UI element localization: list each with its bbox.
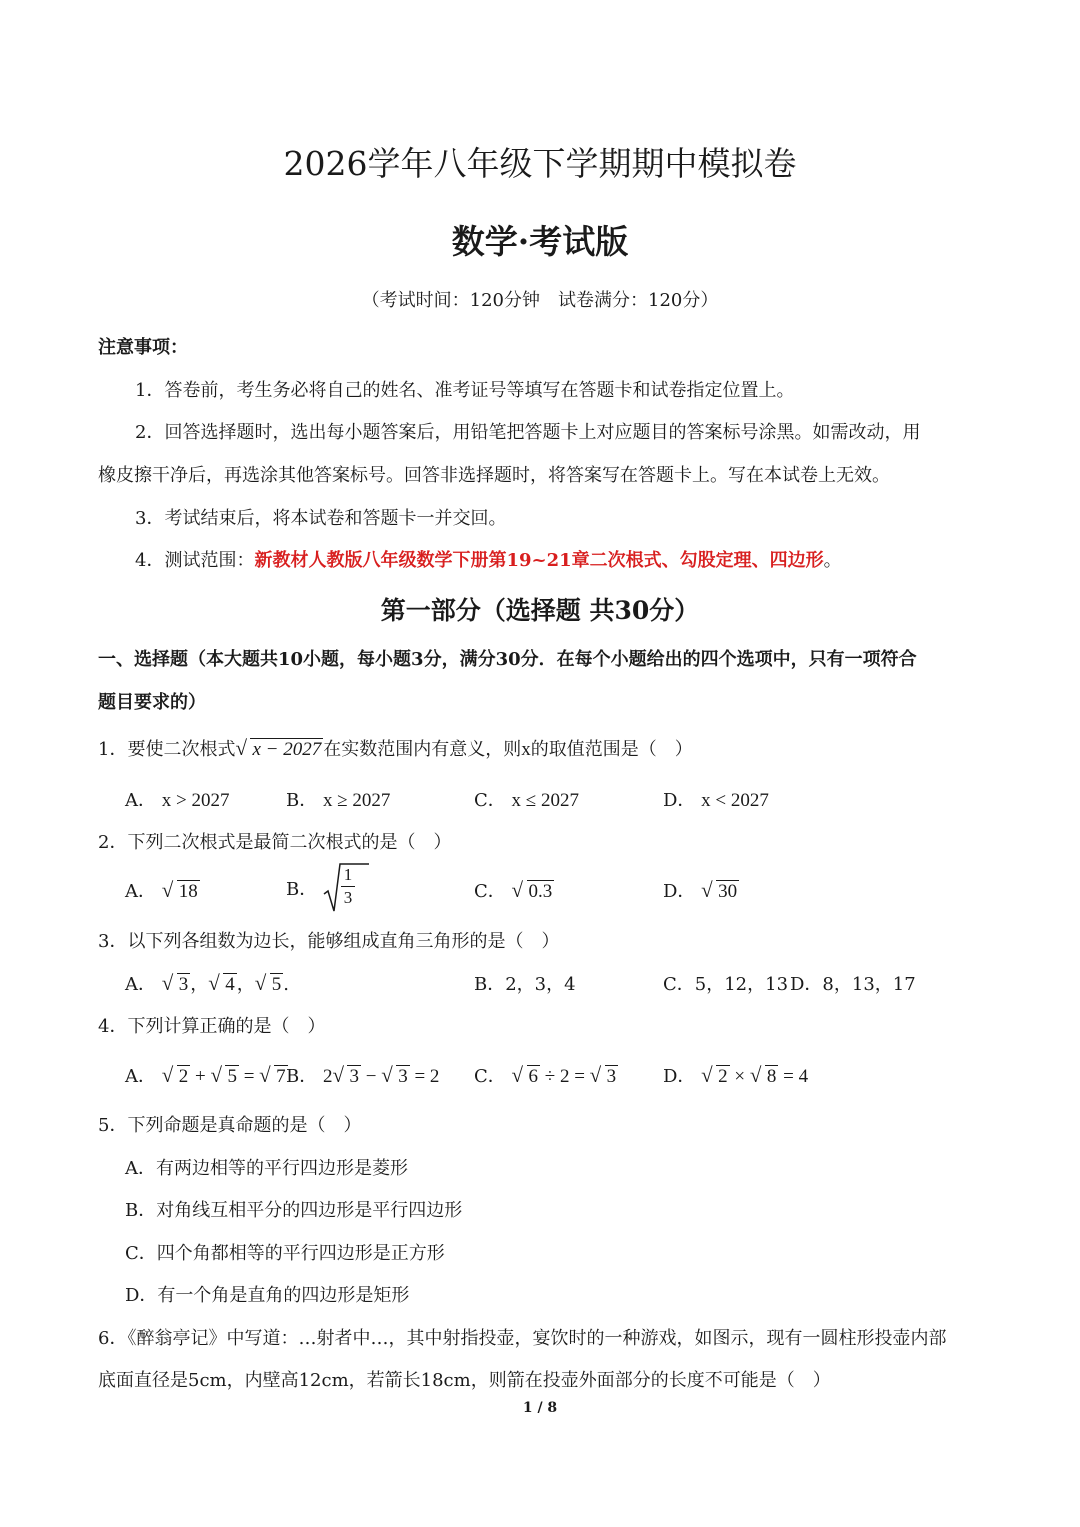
q3-option-a [125,970,289,996]
q5-option-d: D．有一个角是直角的四边形是矩形 [125,1285,410,1306]
q1-a-value: x > 2027 [161,790,230,811]
q4-a-radicand-3: 7 [276,1066,286,1087]
q1-a-label: A． [125,790,156,811]
q4-c-radicand-2: 3 [606,1066,617,1087]
q1-option-d [663,786,769,812]
q4-b-op: − [360,1066,382,1087]
note-item-3: 3．考试结束后，将本试卷和答题卡一并交回。 [135,508,507,529]
q2-c-label: C． [474,881,506,902]
question-2-stem: 2．下列二次根式是最简二次根式的是（ ） [98,832,452,853]
q3-a-radical-1 [162,974,191,996]
question-3-stem: 3．以下列各组数为边长，能够组成直角三角形的是（ ） [98,931,560,952]
q1-d-value: x < 2027 [701,790,769,811]
q4-a-radical-1 [162,1066,191,1088]
q4-d-eq: = 4 [778,1066,809,1087]
q3-a-end: . [283,974,289,995]
q4-a-eq: = [238,1066,260,1087]
q5-option-b: B．对角线互相平分的四边形是平行四边形 [125,1200,463,1221]
q2-d-label: D． [663,881,696,902]
q2-a-radical [162,881,200,903]
q2-option-d [663,877,739,903]
note-item-2-line1: 2．回答选择题时，选出每小题答案后，用铅笔把答题卡上对应题目的答案标号涂黑。如需改动，用 [135,422,921,443]
q3-option-c: C．5，12，13 [663,974,789,995]
notes-heading: 注意事项： [98,337,188,358]
q4-d-radical-1 [701,1066,730,1088]
q4-a-radical-3 [259,1066,288,1088]
q4-b-radicand-1: 3 [349,1066,359,1087]
q2-d-radical [701,881,739,903]
q2-b-denominator: 3 [341,886,355,909]
exam-subtitle: 数学·考试版 [451,222,629,261]
q1-b-label: B． [286,790,318,811]
q2-option-a [125,877,200,903]
q4-option-d [663,1062,808,1088]
q2-a-label: A． [125,881,156,902]
q4-c-op: ÷ 2 = [540,1066,590,1087]
q4-b-radical-1 [332,1066,361,1088]
note-item-4-prefix: 4．测试范围： [135,550,255,571]
q4-c-radical-1 [512,1066,541,1088]
exam-info: （考试时间：120分钟 试卷满分：120分） [361,290,719,311]
q5-option-a: A．有两边相等的平行四边形是菱形 [125,1158,408,1179]
q1-b-value: x ≥ 2027 [322,790,391,811]
q2-b-fraction [341,864,355,909]
question-5-stem: 5．下列命题是真命题的是（ ） [98,1115,362,1136]
q4-option-b [286,1062,439,1088]
q4-d-radical-2 [750,1066,779,1088]
q1-radical [235,739,323,761]
q2-option-c [474,877,554,903]
q4-a-radicand-1: 2 [178,1066,189,1087]
q2-option-b [286,862,369,914]
question-4-stem: 4．下列计算正确的是（ ） [98,1016,326,1037]
q4-c-radicand-1: 6 [528,1066,539,1087]
q3-a-radicand-3: 5 [271,974,282,995]
q4-d-radicand-2: 8 [766,1066,777,1087]
q1-var: x [521,739,531,760]
q5-option-c: C．四个角都相等的平行四边形是正方形 [125,1243,445,1264]
q1-option-c [474,786,579,812]
q3-a-label: A． [125,974,156,995]
q3-option-b: B．2，3，4 [474,974,576,995]
section-instructions-line1: 一、选择题（本大题共10小题，每小题3分，满分30分．在每个小题给出的四个选项中，只有一项符合 [98,649,917,670]
q4-option-c [474,1062,618,1088]
q4-option-a [125,1062,288,1088]
test-scope: 新教材人教版八年级数学下册第19~21章二次根式、勾股定理、四边形 [254,550,824,571]
exam-title: 2026学年八年级下学期期中模拟卷 [283,144,797,183]
q1-suffix: 的取值范围是（ ） [530,739,693,760]
q4-b-label: B． [286,1066,318,1087]
q2-c-radical [512,881,555,903]
q1-middle: 在实数范围内有意义，则 [323,739,522,760]
q1-option-b [286,786,390,812]
q4-a-op: + [190,1066,211,1087]
q4-b-radical-2 [381,1066,410,1088]
q4-a-radicand-2: 5 [227,1066,237,1087]
question-6-stem-line1: 6．《醉翁亭记》中写道：…射者中…，其中射指投壶，宴饮时的一种游戏，如图示，现有一圆柱形投壶内部 [98,1328,947,1349]
q4-b-eq: = 2 [409,1066,440,1087]
q4-b-radicand-2: 3 [398,1066,408,1087]
section-instructions-line2: 题目要求的） [98,692,206,713]
part1-header: 第一部分（选择题 共30分） [380,596,700,625]
note-item-2-line2: 橡皮擦干净后，再选涂其他答案标号。回答非选择题时，将答案写在答题卡上。写在本试卷上无效。 [98,465,890,486]
q1-radicand: x − 2027 [252,739,322,760]
q4-c-radical-2 [590,1066,619,1088]
q4-d-radicand-1: 2 [718,1066,728,1087]
q1-d-label: D． [663,790,696,811]
q1-c-label: C． [474,790,506,811]
page-number: 1 / 8 [522,1400,558,1416]
q3-a-radicand-2: 4 [225,974,235,995]
q2-b-label: B． [286,879,318,900]
question-6-stem-line2: 底面直径是5cm，内壁高12cm，若箭长18cm，则箭在投壶外面部分的长度不可能是（ ） [98,1370,831,1391]
q3-a-sep-2: ， [236,974,255,995]
q2-d-radicand: 30 [718,881,738,902]
q2-c-radicand: 0.3 [528,881,553,902]
q4-c-label: C． [474,1066,506,1087]
q4-a-label: A． [125,1066,156,1087]
q1-prefix: 1．要使二次根式 [98,739,236,760]
q3-a-radical-3 [255,974,284,996]
q3-a-radical-2 [208,974,237,996]
q3-a-radicand-1: 3 [178,974,189,995]
q2-a-radicand: 18 [178,881,198,902]
q4-a-radical-2 [210,1066,239,1088]
q3-a-sep-1: ， [190,974,209,995]
q1-option-a [125,786,229,812]
question-1-stem [98,735,693,761]
q1-c-value: x ≤ 2027 [511,790,579,811]
note-item-4-suffix: 。 [823,550,842,571]
q3-option-d: D．8，13，17 [790,974,916,995]
note-item-1: 1．答卷前，考生务必将自己的姓名、准考证号等填写在答题卡和试卷指定位置上。 [135,380,795,401]
note-item-4 [135,546,842,572]
q4-d-op: × [729,1066,750,1087]
q2-b-numerator: 1 [343,865,353,884]
q4-b-coef: 2 [322,1066,333,1087]
q2-b-radical [323,862,369,914]
q4-d-label: D． [663,1066,696,1087]
